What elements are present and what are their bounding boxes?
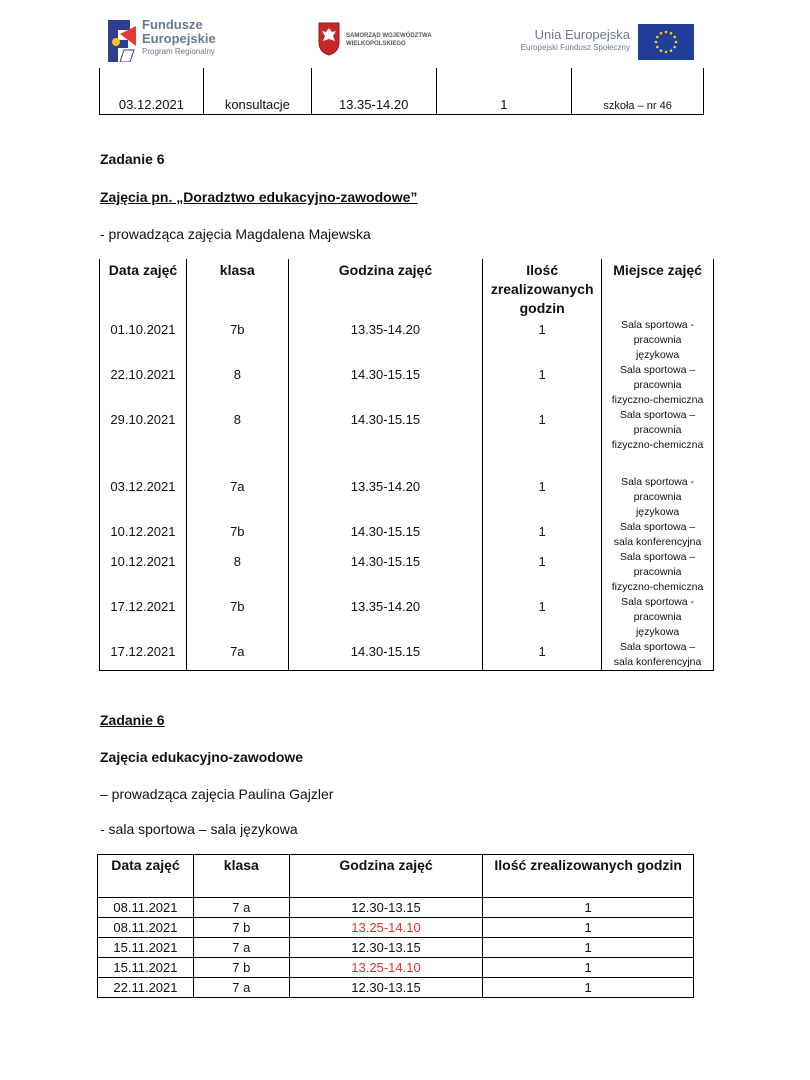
section1-task-heading: Zadanie 6 [100, 151, 165, 167]
header-logo-bar [0, 0, 810, 72]
header-klasa: klasa [193, 855, 289, 898]
cell-date: 08.11.2021 [98, 918, 194, 938]
cell-hours: 1 [483, 318, 602, 363]
place-line: językowa [635, 626, 680, 638]
cell-klasa: 7 b [193, 958, 289, 978]
table-row [98, 938, 694, 958]
place-line: pracownia [633, 424, 682, 436]
place-line: pracownia [633, 334, 682, 346]
place-line: pracownia [633, 491, 682, 503]
place-line: językowa [635, 506, 680, 518]
place-line: pracownia [633, 379, 682, 391]
header-hours: Ilość zrealizowanych godzin [483, 855, 694, 898]
cell-klasa: 7b [186, 595, 288, 640]
header-place: Miejsce zajęć [602, 259, 714, 318]
ue-logo-line2: Europejski Fundusz Społeczny [520, 43, 630, 52]
table-row [98, 918, 694, 938]
cell-hours: 1 [483, 550, 602, 595]
cell-time: 12.30-13.15 [289, 978, 483, 998]
table-row [98, 978, 694, 998]
cell-date: 01.10.2021 [100, 318, 187, 363]
place-line: Sala sportowa – [619, 641, 696, 653]
cell-time: 12.30-13.15 [289, 938, 483, 958]
table-row [100, 318, 714, 363]
cell-date: 17.12.2021 [100, 640, 187, 671]
place-line: Sala sportowa - [621, 476, 695, 488]
table-row [100, 363, 714, 408]
cell-klasa: 7 a [193, 978, 289, 998]
top-partial-table [99, 68, 704, 115]
cell-place [602, 640, 714, 671]
cell-klasa: 7 a [193, 898, 289, 918]
cell-klasa: 8 [186, 550, 288, 595]
cell-date: 03.12.2021 [100, 475, 187, 520]
table-header-row [98, 855, 694, 898]
header-date: Data zajęć [98, 855, 194, 898]
cell-klasa: 7a [186, 640, 288, 671]
cell-klasa: 7 b [193, 918, 289, 938]
cell-hours: 1 [483, 595, 602, 640]
place-line: Sala sportowa - [621, 319, 695, 331]
cell-date: 22.11.2021 [98, 978, 194, 998]
table-row [100, 408, 714, 475]
cell-time: 14.30-15.15 [288, 550, 483, 595]
cell-hours: 1 [483, 898, 694, 918]
cell-date: 15.11.2021 [98, 958, 194, 978]
header-hours-line1: Ilość [526, 262, 559, 278]
cell-hours: 1 [436, 68, 572, 115]
table-row [100, 595, 714, 640]
table-row [100, 520, 714, 550]
section2-schedule-table [97, 854, 694, 998]
unia-europejska-logo [510, 24, 700, 64]
cell-time: 13.35-14.20 [288, 595, 483, 640]
table-row [100, 550, 714, 595]
place-line: pracownia [633, 566, 682, 578]
cell-hours: 1 [483, 363, 602, 408]
fe-logo-line3: Program Regionalny [142, 47, 215, 56]
cell-date: 08.11.2021 [98, 898, 194, 918]
fe-logo-line1: Fundusze [142, 17, 203, 32]
cell-time: 14.30-15.15 [288, 520, 483, 550]
cell-hours: 1 [483, 475, 602, 520]
cell-place [602, 363, 714, 408]
cell-place [602, 595, 714, 640]
table-row [100, 68, 704, 115]
place-line: Sala sportowa – [619, 521, 696, 533]
header-hours-line2: zrealizowanych [490, 281, 594, 297]
place-line: sala konferencyjna [613, 656, 702, 668]
cell-klasa: 7b [186, 520, 288, 550]
header-klasa: klasa [186, 259, 288, 318]
cell-place [602, 475, 714, 520]
eu-flag-icon [638, 24, 694, 60]
section1-schedule-table [99, 259, 714, 671]
cell-klasa: 8 [186, 408, 288, 475]
cell-hours: 1 [483, 958, 694, 978]
section1-title: Zajęcia pn. „Doradztwo edukacyjno-zawodowe” [100, 189, 418, 205]
cell-hours: 1 [483, 520, 602, 550]
cell-date: 22.10.2021 [100, 363, 187, 408]
table-row [98, 958, 694, 978]
wlkp-logo-line1: SAMORZĄD WOJEWÓDZTWA [346, 33, 432, 39]
section2-title: Zajęcia edukacyjno-zawodowe [100, 749, 304, 765]
cell-hours: 1 [483, 978, 694, 998]
wielkopolska-eagle-shield-icon [318, 22, 340, 56]
fundusze-europejskie-logo [108, 16, 258, 66]
cell-time: 13.25-14.10 [289, 918, 483, 938]
cell-time: 14.30-15.15 [288, 408, 483, 475]
cell-place [602, 520, 714, 550]
table-row [98, 898, 694, 918]
place-line: Sala sportowa - [621, 596, 695, 608]
header-time: Godzina zajęć [289, 855, 483, 898]
place-line: Sala sportowa – [619, 409, 696, 421]
place-line: Sala sportowa – [619, 364, 696, 376]
ue-logo-line1: Unia Europejska [534, 27, 630, 42]
header-hours-line3: godzin [519, 300, 565, 316]
header-time: Godzina zajęć [288, 259, 483, 318]
cell-place [602, 408, 714, 475]
section2-place: - sala sportowa – sala językowa [100, 821, 298, 837]
place-line: fizyczno-chemiczna [611, 394, 704, 406]
cell-klasa: 8 [186, 363, 288, 408]
cell-time: 13.35-14.20 [311, 68, 436, 115]
cell-klasa: 7 a [193, 938, 289, 958]
place-line: językowa [635, 349, 680, 361]
cell-hours: 1 [483, 640, 602, 671]
fundusze-europejskie-icon [108, 16, 136, 62]
cell-place: szkoła – nr 46 [572, 68, 704, 115]
cell-date: 15.11.2021 [98, 938, 194, 958]
cell-time: 14.30-15.15 [288, 640, 483, 671]
cell-date: 17.12.2021 [100, 595, 187, 640]
cell-date: 10.12.2021 [100, 550, 187, 595]
cell-klasa: 7a [186, 475, 288, 520]
place-line: Sala sportowa – [619, 551, 696, 563]
header-date: Data zajęć [100, 259, 187, 318]
cell-klasa: 7b [186, 318, 288, 363]
cell-time: 12.30-13.15 [289, 898, 483, 918]
place-line: fizyczno-chemiczna [611, 439, 704, 451]
table-row [100, 640, 714, 671]
fe-logo-line2: Europejskie [142, 31, 216, 46]
place-line: fizyczno-chemiczna [611, 581, 704, 593]
place-line: pracownia [633, 611, 682, 623]
cell-hours: 1 [483, 408, 602, 475]
cell-date: 10.12.2021 [100, 520, 187, 550]
section1-leader: - prowadząca zajęcia Magdalena Majewska [100, 226, 371, 242]
table-header-row [100, 259, 714, 318]
cell-date: 29.10.2021 [100, 408, 187, 475]
section2-leader: – prowadząca zajęcia Paulina Gajzler [100, 786, 334, 802]
place-line: sala konferencyjna [613, 536, 702, 548]
section2-task-heading: Zadanie 6 [100, 712, 165, 728]
table-row [100, 475, 714, 520]
cell-time: 13.25-14.10 [289, 958, 483, 978]
header-hours [483, 259, 602, 318]
wielkopolska-logo [318, 22, 468, 62]
cell-type: konsultacje [203, 68, 311, 115]
cell-hours: 1 [483, 938, 694, 958]
cell-place [602, 550, 714, 595]
cell-place [602, 318, 714, 363]
cell-hours: 1 [483, 918, 694, 938]
cell-date: 03.12.2021 [100, 68, 204, 115]
cell-time: 13.35-14.20 [288, 475, 483, 520]
cell-time: 14.30-15.15 [288, 363, 483, 408]
cell-time: 13.35-14.20 [288, 318, 483, 363]
wlkp-logo-line2: WIELKOPOLSKIEGO [346, 41, 406, 47]
